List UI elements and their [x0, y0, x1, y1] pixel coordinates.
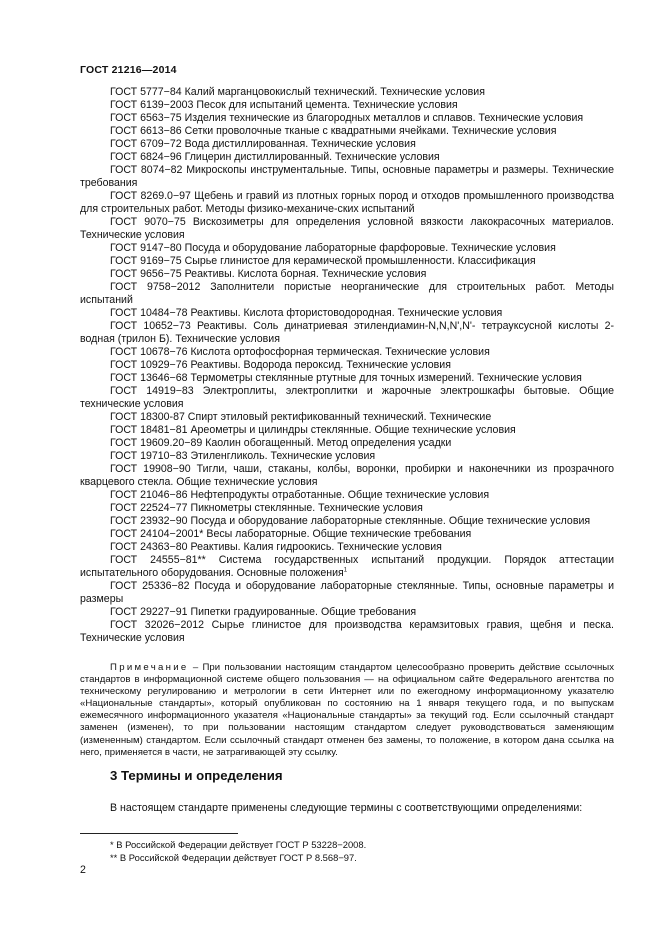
footnote-mark: 1 [343, 567, 348, 574]
reference-item: ГОСТ 24104−2001* Весы лабораторные. Общие технические требования [110, 528, 472, 540]
page-header-doc-id: ГОСТ 21216—2014 [80, 64, 177, 76]
reference-item: ГОСТ 19609.20−89 Каолин обогащенный. Метод определения усадки [110, 437, 452, 449]
note-text: – При пользовании настоящим стандартом целесообразно проверить действие ссылочных стандартов в информационной системе общего пользования — на официальном сайте Федерального агентства по техническому регулированию и метрологии в сети Интернет или по ежегодному информационному указателю «Национальные стандарты», который опубликован по состоянию на 1 января текущего года, и по выпускам ежемесячного информационного указателя «Национальные стандарты» за текущий год. Если ссылочный стандарт заменен (изменен), то при пользовании настоящим стандартом следует руководствоваться заменяющим (измененным) стандартом. Если ссылочный стандарт отменен без замены, то положение, в котором дана ссылка на него, применяется в части, не затрагивающей эту ссылку. [80, 662, 614, 758]
section-intro-text: В настоящем стандарте применены следующие термины с соответствующими определениями: [110, 802, 583, 814]
reference-item: ГОСТ 5777−84 Калий марганцовокислый технический. Технические условия [110, 86, 485, 98]
reference-item: ГОСТ 18300-87 Спирт этиловый ректификованный технический. Технические [110, 411, 492, 423]
reference-item: ГОСТ 21046−86 Нефтепродукты отработанные. Общие технические условия [110, 489, 490, 501]
normative-references-list [80, 86, 614, 645]
reference-item: ГОСТ 19710−83 Этиленгликоль. Технические условия [110, 450, 376, 462]
page-number: 2 [80, 864, 86, 876]
footnote-separator [80, 833, 238, 834]
reference-item: ГОСТ 23932−90 Посуда и оборудование лабораторные стеклянные. Общие технические условия [110, 515, 591, 527]
reference-item: ГОСТ 32026−2012 Сырье глинистое для производства керамзитовых гравия, щебня и песка. Технические условия [80, 619, 614, 644]
reference-item: ГОСТ 6824−96 Глицерин дистиллированный. Технические условия [110, 151, 440, 163]
reference-item: ГОСТ 6613−86 Сетки проволочные тканые с квадратными ячейками. Технические условия [110, 125, 557, 137]
reference-item: ГОСТ 10652−73 Реактивы. Соль динатриевая этилендиамин-N,N,N',N'- тетрауксусной кислоты 2-водная (трилон Б). Технические условия [80, 320, 614, 345]
reference-item: ГОСТ 9169−75 Сырье глинистое для керамической промышленности. Классификация [110, 255, 536, 267]
reference-item: ГОСТ 18481−81 Ареометры и цилиндры стеклянные. Общие технические условия [110, 424, 516, 436]
reference-item: ГОСТ 9070−75 Вискозиметры для определения условной вязкости лакокрасочных материалов. Технические условия [80, 216, 614, 241]
footnote-2: ** В Российской Федерации действует ГОСТ Р 8.568−97. [110, 852, 357, 863]
reference-item: ГОСТ 10484−78 Реактивы. Кислота фтористоводородная. Технические условия [110, 307, 503, 319]
reference-item-text: ГОСТ 24555−81** Система государственных испытаний продукции. Порядок аттестации испытательного оборудования. Основные положения [80, 554, 614, 579]
reference-item: ГОСТ 10678−76 Кислота ортофосфорная термическая. Технические условия [110, 346, 490, 358]
reference-item: ГОСТ 13646−68 Термометры стеклянные ртутные для точных измерений. Технические условия [110, 372, 582, 384]
reference-item: ГОСТ 9147−80 Посуда и оборудование лабораторные фарфоровые. Технические условия [110, 242, 556, 254]
reference-item: ГОСТ 22524−77 Пикнометры стеклянные. Технические условия [110, 502, 423, 514]
reference-item: ГОСТ 24363−80 Реактивы. Калия гидроокись. Технические условия [110, 541, 442, 553]
reference-item: ГОСТ 9656−75 Реактивы. Кислота борная. Технические условия [110, 268, 427, 280]
reference-item: ГОСТ 8269.0−97 Щебень и гравий из плотных горных пород и отходов промышленного производства для строительных работ. Методы физико-механиче-ских испытаний [80, 190, 614, 215]
note-paragraph [80, 662, 614, 759]
reference-item: ГОСТ 14919−83 Электроплиты, электроплитки и жарочные электрошкафы бытовые. Общие технические условия [80, 385, 614, 410]
reference-item: ГОСТ 9758−2012 Заполнители пористые неорганические для строительных работ. Методы испытаний [80, 281, 614, 306]
reference-item: ГОСТ 25336−82 Посуда и оборудование лабораторные стеклянные. Типы, основные параметры и размеры [80, 580, 614, 605]
section-heading: 3 Термины и определения [110, 768, 283, 783]
reference-item: ГОСТ 6563−75 Изделия технические из благородных металлов и сплавов. Технические условия [110, 112, 584, 124]
reference-item: ГОСТ 6709−72 Вода дистиллированная. Технические условия [110, 138, 416, 150]
reference-item: ГОСТ 19908−90 Тигли, чаши, стаканы, колбы, воронки, пробирки и наконечники из прозрачного кварцевого стекла. Общие технические условия [80, 463, 614, 488]
reference-item: ГОСТ 10929−76 Реактивы. Водорода пероксид. Технические условия [110, 359, 451, 371]
reference-item: ГОСТ 29227−91 Пипетки градуированные. Общие требования [110, 606, 417, 618]
reference-item: ГОСТ 6139−2003 Песок для испытаний цемента. Технические условия [110, 99, 458, 111]
footnote-1: * В Российской Федерации действует ГОСТ Р 53228−2008. [110, 839, 367, 850]
note-label: Примечание [110, 662, 189, 673]
reference-item [80, 554, 614, 580]
reference-item: ГОСТ 8074−82 Микроскопы инструментальные. Типы, основные параметры и размеры. Технические требования [80, 164, 614, 189]
